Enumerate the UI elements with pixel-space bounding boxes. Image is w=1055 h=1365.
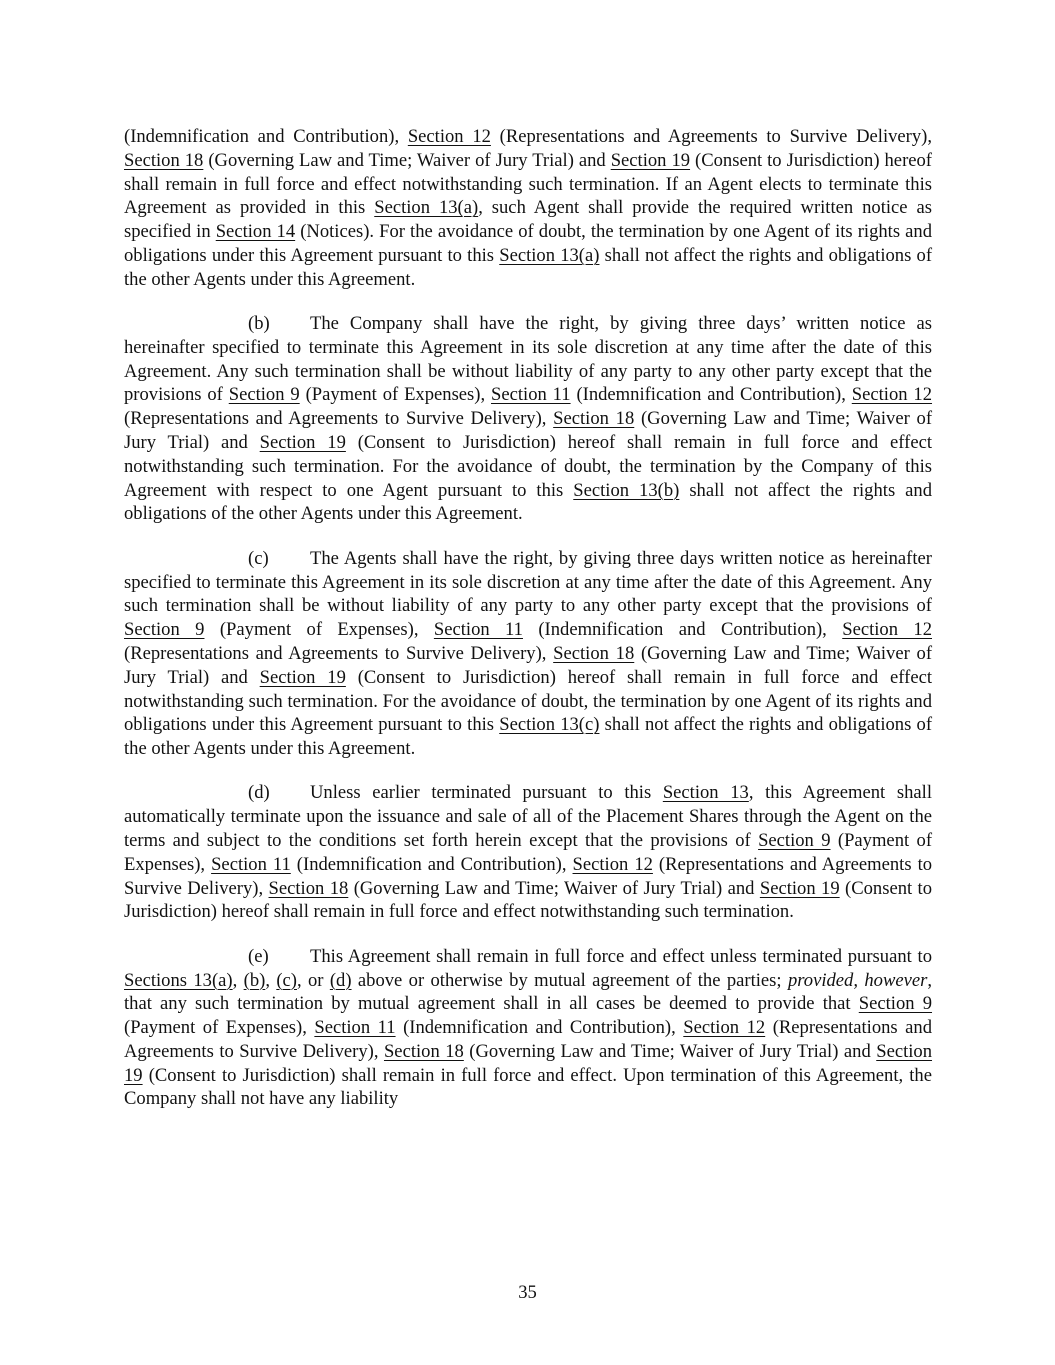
- section-reference: Section 13(b): [573, 479, 680, 501]
- text-run: shall not affect the rights and obligations of the other Agents under this Agreement.: [124, 244, 933, 290]
- paragraph-b: [124, 312, 932, 526]
- section-reference: Section 12: [851, 384, 933, 406]
- italic-text: provided, however: [787, 969, 928, 991]
- section-reference: Section 9: [858, 993, 933, 1015]
- section-reference: Section 9: [124, 619, 205, 641]
- section-reference: (b): [243, 969, 266, 991]
- text-run: Unless earlier terminated pursuant to this: [310, 782, 663, 804]
- section-reference: Section 19: [610, 149, 691, 171]
- text-run: (Representations and Agreements to Survive Delivery),: [124, 1017, 933, 1062]
- section-reference: Section 18: [268, 877, 349, 899]
- page-number: 35: [518, 1282, 537, 1303]
- section-reference: Sections 13(a): [124, 969, 233, 991]
- paragraph-d: [124, 781, 932, 924]
- text-run: (Indemnification and Contribution),: [395, 1017, 684, 1039]
- section-reference: Section 18: [124, 149, 204, 171]
- text-run: , such Agent shall provide the required written notice as specified in: [124, 197, 932, 243]
- text-run: shall not affect the rights and obligations of the other Agents under this Agreement.: [124, 714, 933, 760]
- section-reference: Section 12: [572, 853, 653, 875]
- text-run: The Company shall have the right, by giving three days’ written notice as hereinafter specified to terminate this Agreement in its sole discretion at any time after the date of this Agreement. Any such termination shall be without liability of any party to any other party except that the provisions of: [124, 313, 932, 406]
- text-run: (Payment of Expenses),: [299, 384, 492, 406]
- text-run: (Governing Law and Time; Waiver of Jury Trial) and: [348, 877, 760, 899]
- text-run: (Governing Law and Time; Waiver of Jury Trial) and: [463, 1040, 877, 1062]
- section-reference: Section 12: [842, 619, 932, 641]
- text-run: The Agents shall have the right, by giving three days written notice as hereinafter specified to terminate this Agreement in its sole discretion at any time after the date of this Agreement. Any such termination shall be without liability of any party to any other party except that the provisions of: [124, 547, 932, 617]
- section-reference: Section 19: [759, 877, 840, 899]
- text-run: shall not affect the rights and obligations of the other Agents under this Agreement.: [124, 479, 933, 525]
- section-reference: Section 11: [211, 853, 291, 875]
- paragraph-label: (e): [248, 945, 269, 967]
- text-run: (Representations and Agreements to Survive Delivery),: [124, 408, 554, 430]
- section-reference: Section 19: [259, 666, 346, 688]
- text-run: This Agreement shall remain in full force and effect unless terminated pursuant to: [310, 945, 932, 967]
- text-run: (Representations and Agreements to Survive Delivery),: [490, 126, 933, 147]
- section-reference: Section 9: [758, 830, 831, 852]
- section-reference: (d): [329, 969, 352, 991]
- text-run: (Indemnification and Contribution),: [522, 619, 843, 641]
- text-run: (Notices). For the avoidance of doubt, the termination by one Agent of its rights and obligations under this Agreement pursuant to this: [124, 221, 932, 266]
- section-reference: Section 11: [314, 1017, 396, 1039]
- paragraph-c: [124, 547, 932, 761]
- section-reference: Section 13: [662, 782, 749, 804]
- text-run: ,: [265, 969, 277, 991]
- section-reference: Section 11: [433, 619, 523, 641]
- paragraph-label: (b): [248, 313, 270, 335]
- text-run: above or otherwise by mutual agreement of the parties;: [351, 969, 788, 991]
- text-run: (Governing Law and Time; Waiver of Jury Trial) and: [124, 642, 933, 688]
- text-run: , this Agreement shall automatically terminate upon the issuance and sale of all of the Placement Shares through the Agent on the terms and subject to the conditions set forth herein except that the provisions of: [124, 782, 932, 852]
- text-run: (Consent to Jurisdiction) hereof shall remain in full force and effect notwithstanding such termination. For the avoidance of doubt, the termination by the Company of this Agreement with respect to one Agent pursuant to this: [124, 432, 932, 501]
- section-reference: Section 14: [215, 221, 296, 243]
- section-reference: Section 19: [124, 1040, 933, 1086]
- text-run: (Consent to Jurisdiction) hereof shall remain in full force and effect notwithstanding such termination.: [124, 877, 933, 923]
- text-run: (Payment of Expenses),: [124, 1017, 315, 1039]
- text-run: (Payment of Expenses),: [124, 830, 933, 875]
- section-reference: Section 18: [553, 642, 635, 664]
- paragraph-label: (d): [248, 782, 270, 804]
- section-reference: Section 12: [407, 126, 491, 147]
- section-reference: Section 13(c): [499, 714, 600, 736]
- section-reference: Section 18: [383, 1040, 464, 1062]
- section-reference: Section 11: [491, 384, 571, 406]
- section-reference: Section 18: [553, 408, 635, 430]
- text-run: (Indemnification and Contribution),: [124, 126, 408, 147]
- text-run: , that any such termination by mutual agreement shall in all cases be deemed to provide that: [124, 969, 933, 1015]
- text-run: (Representations and Agreements to Survive Delivery),: [124, 642, 554, 664]
- text-run: (Indemnification and Contribution),: [290, 853, 573, 875]
- text-run: (Indemnification and Contribution),: [570, 384, 852, 406]
- section-reference: Section 13(a): [499, 244, 600, 266]
- text-run: (Governing Law and Time; Waiver of Jury Trial) and: [203, 149, 611, 171]
- text-run: (Consent to Jurisdiction) shall remain in full force and effect. Upon termination of this Agreement, the Company shall not have any liability: [124, 1064, 932, 1110]
- section-reference: Section 19: [259, 432, 346, 454]
- text-run: (Consent to Jurisdiction) hereof shall remain in full force and effect notwithstanding such termination. For the avoidance of doubt, the termination by one Agent of its rights and obligations under this Agreement pursuant to this: [124, 666, 932, 736]
- section-reference: Section 9: [228, 384, 300, 406]
- section-reference: (c): [276, 969, 297, 991]
- section-reference: Section 13(a): [374, 197, 479, 219]
- text-run: , or: [296, 969, 330, 991]
- section-reference: Section 12: [683, 1017, 766, 1039]
- text-run: (Representations and Agreements to Survive Delivery),: [124, 853, 933, 899]
- text-run: (Governing Law and Time; Waiver of Jury Trial) and: [124, 408, 933, 454]
- text-run: ,: [232, 969, 244, 991]
- paragraph-continuation: [124, 125, 932, 292]
- paragraph-e: [124, 945, 932, 1112]
- text-run: (Consent to Jurisdiction) hereof shall remain in full force and effect notwithstanding such termination. If an Agent elects to terminate this Agreement as provided in this: [124, 149, 932, 219]
- body-text: [124, 125, 932, 1132]
- text-run: (Payment of Expenses),: [204, 619, 434, 641]
- paragraph-label: (c): [248, 547, 269, 569]
